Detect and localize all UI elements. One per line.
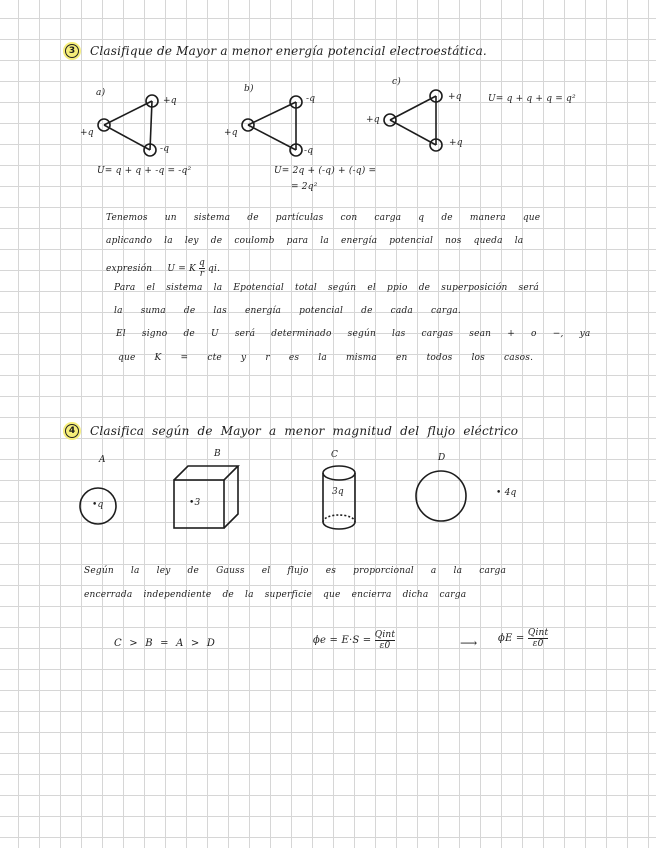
config-a-bottom-charge: -q <box>160 144 170 154</box>
explanation-3-line-6: El signo de U será determinado según las cargas sean + o −, ya <box>116 329 591 339</box>
config-b-label: b) <box>244 84 254 94</box>
equation-b-line1: U= 2q + (-q) + (-q) = <box>274 166 377 176</box>
surface-b-charge: •3 <box>189 498 201 508</box>
config-b-bottom-charge: -q <box>304 146 314 156</box>
config-c-bottom-charge: +q <box>449 138 463 148</box>
problem-4-title: Clasifica según de Mayor a menor magnitud del flujo eléctrico <box>90 424 519 438</box>
config-a-left-charge: +q <box>80 128 94 138</box>
surface-d-label: D <box>438 453 446 463</box>
flux-fraction-2-numerator: Qint <box>527 628 549 638</box>
problem-3-title: Clasifique de Mayor a menor energía potencial electroestática. <box>90 44 487 58</box>
equation-b-line2: = 2q² <box>291 182 318 192</box>
coulomb-formula-qi: qi <box>208 264 218 274</box>
sphere-d <box>416 471 466 521</box>
explanation-3-line-3-text: expresión <box>106 264 153 274</box>
explanation-3-line-4: Para el sistema la Epotencial total según el ppio de superposición será <box>114 283 539 293</box>
flux-arrow: ⟶ <box>460 636 478 650</box>
flux-formula-2 <box>498 628 548 649</box>
coulomb-fraction-numerator: q <box>199 258 205 268</box>
explanation-3-line-1: Tenemos un sistema de partículas con carga q de manera que <box>106 213 541 223</box>
config-c-left-charge: +q <box>366 115 380 125</box>
surface-a-charge: •q <box>92 500 104 510</box>
coulomb-formula-lhs: U = K <box>167 264 196 274</box>
cylinder-c <box>323 466 355 529</box>
config-c-top-charge: +q <box>448 92 462 102</box>
flux-formula-2-lhs: ϕE = <box>498 633 525 644</box>
explanation-4-line-2: encerrada independiente de la superficie que encierra dicha carga <box>84 590 467 600</box>
explanation-3-line-2: aplicando la ley de coulomb para la energía potencial nos queda la <box>106 236 524 246</box>
config-a-label: a) <box>96 88 106 98</box>
explanation-3-line-5: la suma de las energía potencial de cada carga. <box>114 306 461 316</box>
flux-formula-1 <box>313 630 395 651</box>
explanation-4-line-1: Según la ley de Gauss el flujo es proporcional a la carga <box>84 566 507 576</box>
problem-4-number: 4 <box>65 424 79 438</box>
surface-b-label: B <box>214 449 221 459</box>
coulomb-formula-tail: . <box>217 264 221 274</box>
flux-fraction-1 <box>375 630 395 651</box>
surface-c-charge: 3q <box>332 487 344 497</box>
external-d-charge: • 4q <box>496 488 517 498</box>
flux-fraction-1-numerator: Qint <box>374 630 396 640</box>
surface-a-label: A <box>99 455 106 465</box>
flux-fraction-2 <box>528 628 548 649</box>
coulomb-fraction-denominator: r <box>199 269 205 279</box>
equation-c: U= q + q + q = q² <box>488 94 576 104</box>
problem-3-number: 3 <box>65 44 79 58</box>
flux-fraction-2-denominator: ε0 <box>532 639 544 649</box>
config-c-label: c) <box>392 77 401 87</box>
equation-a: U= q + q + -q = -q² <box>97 166 192 176</box>
cube-b <box>174 466 238 528</box>
flux-formula-1-lhs: ϕe = E·S = <box>313 635 372 646</box>
surface-c-label: C <box>331 450 339 460</box>
config-b-left-charge: +q <box>224 128 238 138</box>
flux-ranking: C > B = A > D <box>114 638 216 649</box>
config-b-top-charge: -q <box>306 94 316 104</box>
config-a-top-charge: +q <box>163 96 177 106</box>
flux-fraction-1-denominator: ε0 <box>379 641 391 651</box>
explanation-3-line-7: que K = cte y r es la misma en todos los casos. <box>118 353 534 363</box>
